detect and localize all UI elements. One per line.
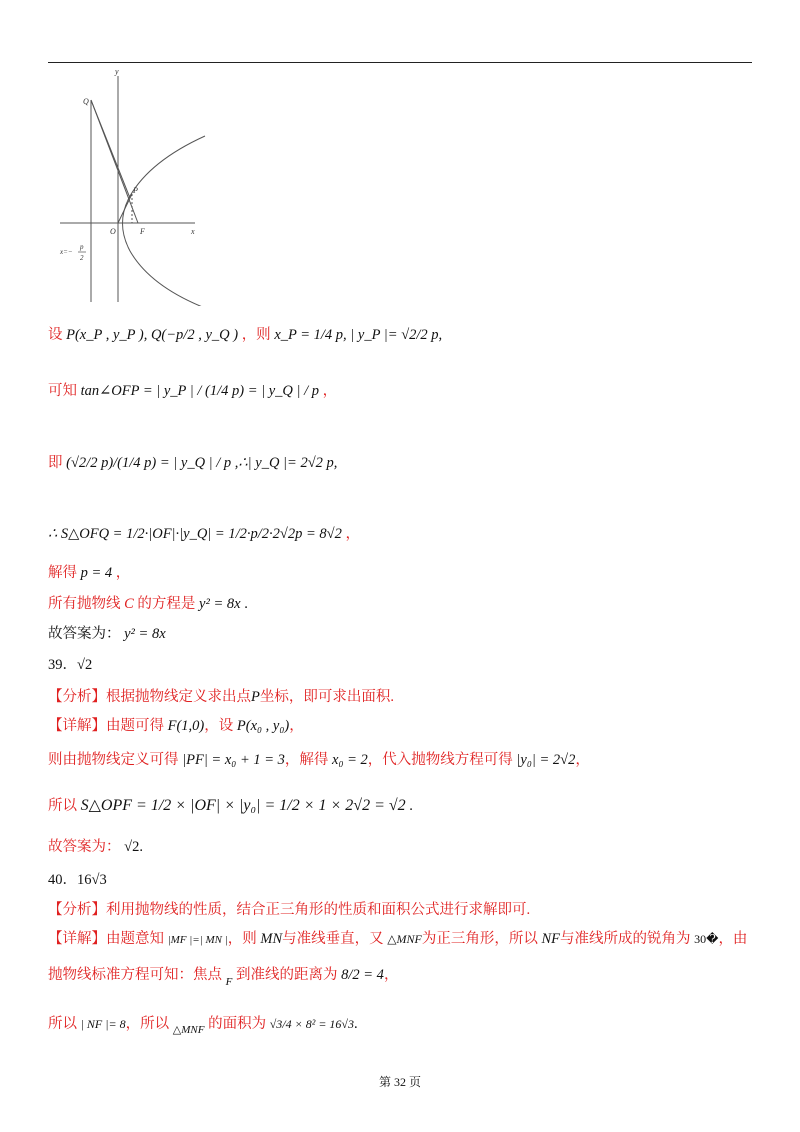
line-ji: 即 (√2/2 p)/(1/4 p) = | y_Q | / p ,∴| y_Q |= 2√2 p, [48,455,338,471]
line-detail-40: 【详解】由题意知 |MF |=| MN |，则 MN与准线垂直，又 △MNF为正三角形，所以 NF与准线所成的锐角为 30�，由 [48,931,748,947]
question-40: 40．16√3 [48,872,107,888]
point-f-label: F [140,227,145,236]
math-p: p = 4 [80,565,113,581]
math-equation: y² = 8x [199,596,241,612]
math-area-ofq: ∴ S△OFQ = 1/2·|OF|·|y_Q| = 1/2·p/2·2√2p = 8√2 [48,526,342,542]
line-definition-39: 则由抛物线定义可得 |PF| = x₀ + 1 = 3，解得 x₀ = 2，代入抛物线方程可得 |y₀| = 2√2， [48,752,590,768]
line-analysis-39: 【分析】根据抛物线定义求出点P坐标，即可求出面积. [48,689,394,705]
point-p-label: P [133,186,138,195]
line-detail-39: 【详解】由题可得 F(1,0)，设 P(x₀ , y₀)， [48,718,304,734]
line-area-40: 所以 | NF |= 8，所以 $_{\triangle MNF}$ 的面积为 √3/4 × 8² = 16√3. [48,1016,358,1036]
parabola-curve [123,136,206,306]
math-set-points: P(x_P , y_P ), Q(−p/2 , y_Q ) [66,327,239,343]
question-39: 39．√2 [48,657,93,673]
directrix-num: p [80,243,84,251]
line-equation: 所有抛物线 C 的方程是 y² = 8x . [48,596,248,612]
directrix-label: x=− [60,248,73,256]
math-tan: tan∠OFP = | y_P | / (1/4 p) = | y_Q | / p [80,383,320,399]
line-answer-38: 故答案为： y² = 8x [48,626,166,642]
line-area-39: 所以 S△OPF = 1/2 × |OF| × |y₀| = 1/2 × 1 × 2√2 = √2 . [48,797,413,814]
directrix-den: 2 [80,254,84,262]
segment-op [118,194,132,223]
header-rule [48,62,752,63]
line-set-points: 设 P(x_P , y_P ), Q(−p/2 , y_Q ) ，则 x_P = 1/4 p, | y_P |= √2/2 p, [48,327,443,343]
parabola-figure [55,66,230,306]
math-xp-yp: x_P = 1/4 p, | y_P |= √2/2 p, [274,327,443,343]
line-analysis-40: 【分析】利用抛物线的性质，结合正三角形的性质和面积公式进行求解即可. [48,902,531,918]
y-axis-label: y [115,67,119,76]
point-o-label: O [110,227,116,236]
point-q-label: Q [83,97,89,106]
math-yq: (√2/2 p)/(1/4 p) = | y_Q | / p ,∴| y_Q |= 2√2 p, [66,455,338,471]
segment-qo [91,100,130,198]
line-tan-angle: 可知 tan∠OFP = | y_P | / (1/4 p) = | y_Q | / p ， [48,383,338,399]
line-focus-distance: 抛物线标准方程可知：焦点 $_F$ 到准线的距离为 8/2 = 4， [48,967,399,988]
line-answer-39: 故答案为： √2. [48,839,143,855]
line-solve-p: 解得 p = 4 ， [48,565,131,581]
line-area: ∴ S△OFQ = 1/2·|OF|·|y_Q| = 1/2·p/2·2√2p = 8√2 ， [48,526,360,542]
x-axis-label: x [191,227,195,236]
page-number: 第 32 页 [378,1075,421,1089]
